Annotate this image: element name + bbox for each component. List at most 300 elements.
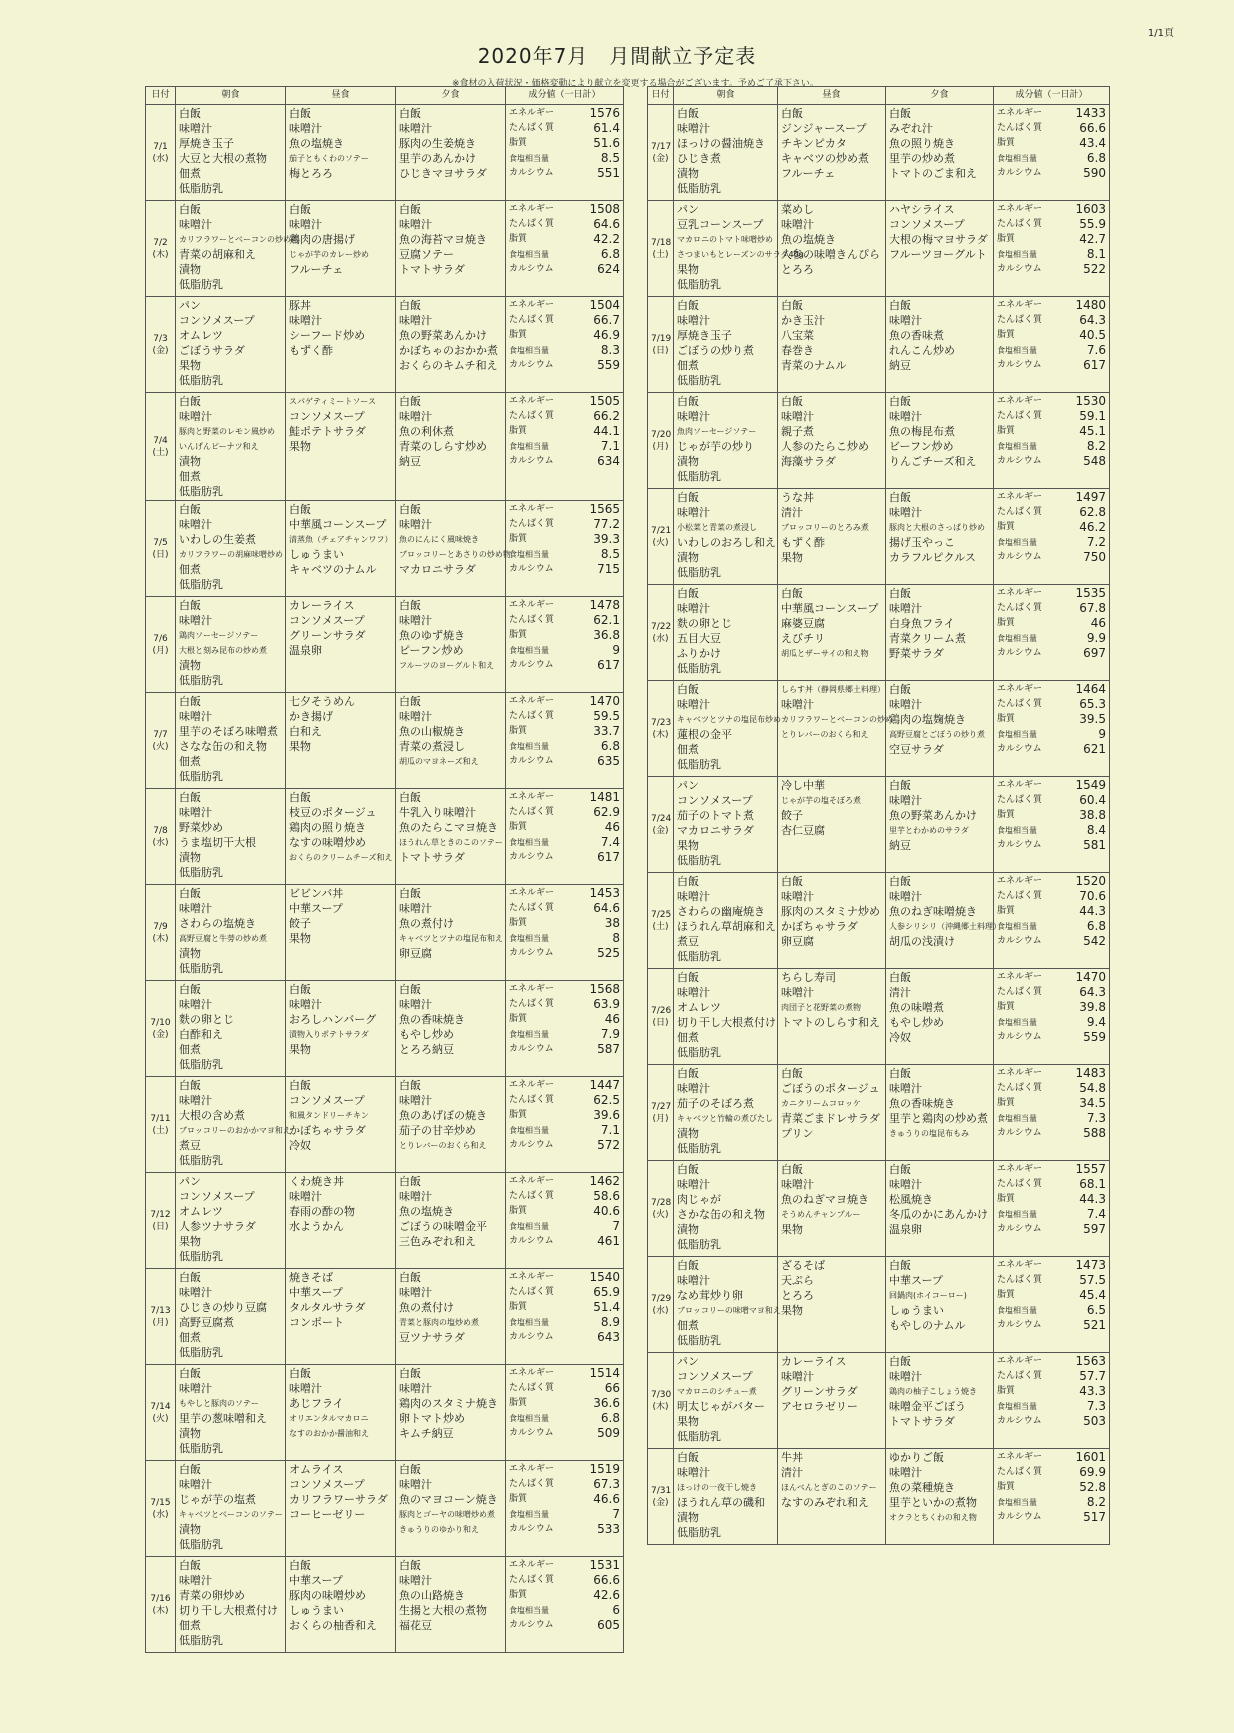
menu-item: 豚肉と野菜のレモン風炒め <box>179 427 275 436</box>
menu-item: 白飯 <box>677 299 699 312</box>
nutrient-row <box>509 232 620 247</box>
menu-item: 白飯 <box>889 107 911 120</box>
menu-item: 温泉卵 <box>889 1223 922 1236</box>
date-cell <box>648 105 674 201</box>
nutrient-row <box>997 985 1106 1000</box>
dinner-cell <box>396 105 506 201</box>
nutrient-label: カルシウム <box>509 1524 554 1534</box>
nutrient-row <box>509 886 620 901</box>
nutrient-value: 57.5 <box>1079 1273 1106 1287</box>
dinner-cell <box>886 1449 994 1545</box>
nutrient-value: 77.2 <box>593 517 620 531</box>
day-row <box>648 1065 1110 1161</box>
menu-item: 味噌汁 <box>399 1382 432 1395</box>
nutrient-row <box>509 850 620 865</box>
nutrient-row <box>997 727 1106 742</box>
date-cell <box>146 393 176 501</box>
menu-item: 白飯 <box>399 299 421 312</box>
nutrient-label: 脂質 <box>997 1002 1016 1012</box>
menu-item: ひじきマヨサラダ <box>399 167 487 180</box>
day-row <box>648 585 1110 681</box>
menu-item: 魚の味噌煮 <box>889 1001 944 1014</box>
nutrient-value: 503 <box>1083 1414 1106 1428</box>
nutrient-row <box>997 970 1106 985</box>
menu-item: 魚の煮付け <box>399 917 454 930</box>
dinner-cell <box>886 969 994 1065</box>
nutrient-value: 6.8 <box>1086 151 1106 165</box>
nutrient-value: 522 <box>1083 262 1106 276</box>
menu-item: パン <box>677 779 699 792</box>
menu-item: 人参のたらこ炒め <box>781 440 869 453</box>
menu-item: 梅とろろ <box>289 167 333 180</box>
nutrient-label: 脂質 <box>509 234 528 244</box>
nutrition-cell <box>994 969 1110 1065</box>
menu-item: スパゲティミートソース <box>289 397 376 406</box>
menu-item: 低脂肪乳 <box>179 485 223 498</box>
menu-item: 魚のねぎマヨ焼き <box>781 1193 869 1206</box>
nutrient-value: 1565 <box>589 502 620 516</box>
nutrient-value: 1549 <box>1075 778 1106 792</box>
menu-item: 白飯 <box>399 107 421 120</box>
menu-item: 味噌汁 <box>889 698 922 711</box>
date-text: 7/20 <box>651 429 672 440</box>
menu-item: もやし炒め <box>889 1016 944 1029</box>
nutrient-value: 6.5 <box>1086 1303 1106 1317</box>
nutrient-label: 脂質 <box>509 1494 528 1504</box>
menu-item: 味噌汁 <box>179 806 212 819</box>
day-row <box>648 681 1110 777</box>
breakfast-header: 朝食 <box>176 87 286 105</box>
date-cell <box>146 105 176 201</box>
nutrient-row <box>997 712 1106 727</box>
nutrient-label: カルシウム <box>509 660 554 670</box>
nutrient-label: 脂質 <box>509 630 528 640</box>
nutrition-cell <box>506 1173 624 1269</box>
nutrient-label: カルシウム <box>509 1428 554 1438</box>
header-row <box>648 87 1110 105</box>
nutrient-row <box>509 328 620 343</box>
date-text: 7/13 <box>150 1305 171 1316</box>
weekday-text: (日) <box>652 1017 669 1028</box>
nutrient-label: たんぱく質 <box>509 807 555 817</box>
nutrient-value: 533 <box>597 1522 620 1536</box>
day-row <box>648 105 1110 201</box>
menu-item: なすのみぞれ和え <box>781 1496 869 1509</box>
menu-item: 七夕そうめん <box>289 695 355 708</box>
menu-item: ちらし寿司 <box>781 971 836 984</box>
nutrient-row <box>509 1381 620 1396</box>
nutrient-row <box>509 1108 620 1123</box>
menu-item: 低脂肪乳 <box>179 674 223 687</box>
date-text: 7/6 <box>153 633 168 644</box>
menu-item: ひじきの炒り豆腐 <box>179 1301 267 1314</box>
menu-item: 味噌汁 <box>889 602 922 615</box>
nutrient-value: 64.3 <box>1079 313 1106 327</box>
nutrient-label: エネルギー <box>509 204 555 214</box>
menu-item: オムレツ <box>677 1001 721 1014</box>
menu-item: 味噌汁 <box>399 902 432 915</box>
nutrient-row <box>509 946 620 961</box>
menu-item: おくらの柚香和え <box>289 1619 377 1632</box>
nutrient-value: 7.1 <box>600 439 620 453</box>
nutrition-cell <box>506 789 624 885</box>
nutrient-label: 食塩相当量 <box>509 646 549 655</box>
nutrient-row <box>997 697 1106 712</box>
weekday-text: (金) <box>652 825 669 836</box>
date-cell <box>648 1161 674 1257</box>
nutrient-label: 脂質 <box>997 1386 1016 1396</box>
menu-item: 果物 <box>289 740 311 753</box>
lunch-cell <box>286 1269 396 1365</box>
nutrient-label: 食塩相当量 <box>509 1414 549 1423</box>
date-text: 7/9 <box>153 921 168 932</box>
nutrient-value: 590 <box>1083 166 1106 180</box>
menu-item: 佃煮 <box>179 755 201 768</box>
menu-item: キャベツと竹輪の煮びたし <box>677 1114 773 1123</box>
nutrient-label: たんぱく質 <box>997 699 1043 709</box>
day-row <box>648 201 1110 297</box>
menu-item: 白飯 <box>889 971 911 984</box>
nutrient-row <box>509 820 620 835</box>
menu-item: 白飯 <box>889 875 911 888</box>
menu-item: 味噌汁 <box>399 1094 432 1107</box>
menu-item: 白飯 <box>179 791 201 804</box>
menu-item: 白飯 <box>781 395 803 408</box>
day-row <box>146 789 624 885</box>
nutrient-value: 7.1 <box>600 1123 620 1137</box>
date-cell <box>648 297 674 393</box>
nutrient-row <box>509 1012 620 1027</box>
nutrient-value: 46.9 <box>593 328 620 342</box>
dinner-cell <box>886 1353 994 1449</box>
weekday-text: (土) <box>152 447 169 458</box>
nutrient-row <box>509 547 620 562</box>
nutrient-value: 46.2 <box>1079 520 1106 534</box>
dinner-cell <box>396 501 511 597</box>
nutrient-label: 食塩相当量 <box>509 1510 549 1519</box>
menu-item: 空豆サラダ <box>889 743 944 756</box>
breakfast-cell <box>176 297 286 393</box>
menu-item: 白飯 <box>399 203 421 216</box>
nutrient-label: 食塩相当量 <box>997 1306 1037 1315</box>
date-cell <box>146 501 176 597</box>
menu-item: カニクリームコロッケ <box>781 1099 861 1108</box>
weekday-text: (月) <box>152 645 169 656</box>
menu-item: 茄子のトマト煮 <box>677 809 754 822</box>
lunch-cell <box>286 1461 396 1557</box>
nutrient-label: エネルギー <box>997 1452 1043 1462</box>
menu-item: 白身魚フライ <box>889 617 955 630</box>
date-cell <box>146 201 176 297</box>
nutrient-row <box>509 1027 620 1042</box>
menu-item: 味噌汁 <box>289 122 322 135</box>
nutrient-label: 食塩相当量 <box>997 538 1037 547</box>
menu-item: 白飯 <box>889 1163 911 1176</box>
nutrition-cell <box>506 981 624 1077</box>
nutrient-value: 7.6 <box>1086 343 1106 357</box>
menu-item: 菜めし <box>781 203 814 216</box>
nutrient-row <box>997 808 1106 823</box>
nutrient-label: エネルギー <box>509 696 555 706</box>
nutrient-value: 67.3 <box>593 1477 620 1491</box>
nutrient-row <box>509 1138 620 1153</box>
nutrient-value: 46.6 <box>593 1492 620 1506</box>
menu-item: 白飯 <box>179 395 201 408</box>
nutrient-row <box>509 628 620 643</box>
menu-item: 白飯 <box>399 887 421 900</box>
nutrient-value: 59.5 <box>593 709 620 723</box>
lunch-cell <box>778 681 893 777</box>
menu-item: 味噌汁 <box>677 314 710 327</box>
menu-item: 胡瓜の浅漬け <box>889 935 955 948</box>
menu-item: 低脂肪乳 <box>179 1538 223 1551</box>
menu-item: とろろ納豆 <box>399 1043 454 1056</box>
nutrient-label: 脂質 <box>997 234 1016 244</box>
nutrient-row <box>509 313 620 328</box>
menu-item: 魚の塩焼き <box>399 1205 454 1218</box>
lunch-cell <box>778 201 886 297</box>
menu-item: 漬物 <box>179 263 201 276</box>
menu-item: 低脂肪乳 <box>179 278 223 291</box>
lunch-cell <box>778 873 886 969</box>
nutrient-value: 65.3 <box>1079 697 1106 711</box>
nutrient-value: 52.8 <box>1079 1480 1106 1494</box>
nutrient-row <box>509 805 620 820</box>
menu-item: 味噌汁 <box>677 410 710 423</box>
menu-item: 果物 <box>677 839 699 852</box>
nutrient-row <box>997 904 1106 919</box>
breakfast-cell <box>176 1173 286 1269</box>
nutrient-value: 597 <box>1083 1222 1106 1236</box>
menu-item: パン <box>677 203 699 216</box>
breakfast-cell <box>176 1557 286 1653</box>
nutrient-label: 食塩相当量 <box>509 550 549 559</box>
menu-item: キャベツのナムル <box>289 563 377 576</box>
menu-item: マカロニサラダ <box>677 824 754 837</box>
menu-item: コンソメスープ <box>179 314 255 327</box>
nutrient-label: 食塩相当量 <box>509 154 549 163</box>
menu-item: 低脂肪乳 <box>677 566 721 579</box>
menu-item: 魚の照り焼き <box>889 137 955 150</box>
nutrient-label: たんぱく質 <box>509 411 555 421</box>
nutrient-label: カルシウム <box>997 168 1042 178</box>
nutrient-label: エネルギー <box>997 492 1043 502</box>
menu-item: なすのおかか醤油和え <box>289 1429 369 1438</box>
menu-item: コンポート <box>289 1316 344 1329</box>
menu-item: 味噌汁 <box>289 1190 322 1203</box>
nutrient-value: 7.3 <box>1086 1399 1106 1413</box>
nutrition-cell <box>506 1269 624 1365</box>
nutrient-value: 8.4 <box>1086 823 1106 837</box>
nutrition-cell <box>994 1353 1110 1449</box>
dinner-cell <box>396 1269 506 1365</box>
day-row <box>146 1077 624 1173</box>
nutrient-row <box>509 1300 620 1315</box>
nutrient-value: 43.4 <box>1079 136 1106 150</box>
menu-item: ジンジャースープ <box>781 122 867 135</box>
nutrient-row <box>509 1123 620 1138</box>
menu-item: カレーライス <box>781 1355 847 1368</box>
nutrient-value: 60.4 <box>1079 793 1106 807</box>
nutrient-row <box>509 901 620 916</box>
menu-item: ふりかけ <box>677 647 721 660</box>
nutrition-cell <box>994 489 1110 585</box>
nutrient-value: 542 <box>1083 934 1106 948</box>
menu-item: じゃが芋の炒り <box>677 440 754 453</box>
menu-item: ひじき煮 <box>677 152 721 165</box>
nutrient-value: 51.4 <box>593 1300 620 1314</box>
nutrient-value: 39.6 <box>593 1108 620 1122</box>
nutrient-label: 脂質 <box>997 810 1016 820</box>
menu-item: 白飯 <box>289 983 311 996</box>
menu-item: コンソメスープ <box>889 218 965 231</box>
menu-item: さわらの幽庵焼き <box>677 905 765 918</box>
nutrient-row <box>509 1189 620 1204</box>
breakfast-cell <box>674 1257 781 1353</box>
nutrient-label: 食塩相当量 <box>509 1030 549 1039</box>
menu-item: 味噌汁 <box>781 218 814 231</box>
menu-item: 魚の塩焼き <box>781 233 836 246</box>
menu-item: 青菜のしらす炒め <box>399 440 487 453</box>
nutrient-row <box>509 931 620 946</box>
menu-item: 魚のたらこマヨ焼き <box>399 821 498 834</box>
nutrient-row <box>509 298 620 313</box>
nutrient-label: 脂質 <box>997 1482 1016 1492</box>
nutrient-row <box>997 1096 1106 1111</box>
nutrient-value: 1453 <box>589 886 620 900</box>
date-text: 7/15 <box>150 1497 171 1508</box>
menu-item: 里芋といかの煮物 <box>889 1496 977 1509</box>
nutrient-value: 70.6 <box>1079 889 1106 903</box>
menu-item: 白飯 <box>781 299 803 312</box>
menu-item: 白飯 <box>889 299 911 312</box>
breakfast-cell <box>674 1449 778 1545</box>
menu-item: コーヒーゼリー <box>289 1508 366 1521</box>
menu-item: 白飯 <box>677 1163 699 1176</box>
menu-item: コンソメスープ <box>289 1094 365 1107</box>
menu-item: 白飯 <box>399 791 421 804</box>
breakfast-cell <box>176 693 286 789</box>
lunch-header: 昼食 <box>778 87 886 105</box>
menu-item: 白飯 <box>179 503 201 516</box>
menu-item: 白飯 <box>677 1451 699 1464</box>
nutrient-label: たんぱく質 <box>997 603 1043 613</box>
date-cell <box>648 585 674 681</box>
weekday-text: (月) <box>152 1317 169 1328</box>
menu-item: 低脂肪乳 <box>677 1334 721 1347</box>
nutrient-row <box>509 1507 620 1522</box>
nutrient-value: 1520 <box>1075 874 1106 888</box>
nutrient-row <box>509 598 620 613</box>
nutrient-row <box>509 166 620 181</box>
menu-item: とりレバーのおくら和え <box>781 730 869 739</box>
nutrient-value: 1462 <box>589 1174 620 1188</box>
nutrition-cell <box>994 393 1110 489</box>
menu-item: 低脂肪乳 <box>677 278 721 291</box>
dinner-cell <box>886 1065 994 1161</box>
nutrient-label: 食塩相当量 <box>509 442 549 451</box>
nutrient-value: 65.9 <box>593 1285 620 1299</box>
nutrient-value: 8.5 <box>600 547 620 561</box>
menu-item: 白飯 <box>399 599 421 612</box>
menu-item: 小松菜と青菜の煮浸し <box>677 523 757 532</box>
menu-item: 味噌汁 <box>179 1094 212 1107</box>
menu-item: 佃煮 <box>179 1331 201 1344</box>
date-cell <box>648 201 674 297</box>
nutrient-label: カルシウム <box>997 936 1042 946</box>
breakfast-cell <box>176 981 286 1077</box>
nutrient-row <box>997 1510 1106 1525</box>
menu-item: 青菜クリーム煮 <box>889 632 966 645</box>
menu-item: アセロラゼリー <box>781 1400 858 1413</box>
menu-item: 胡瓜とザーサイの和え物 <box>781 649 869 658</box>
nutrient-value: 42.2 <box>593 232 620 246</box>
menu-item: 豆腐ソテー <box>399 248 454 261</box>
nutrient-label: エネルギー <box>997 684 1043 694</box>
menu-item: 白飯 <box>677 395 699 408</box>
menu-item: 魚のにんにく風味焼き <box>399 535 479 544</box>
menu-item: コンソメスープ <box>677 794 753 807</box>
nutrient-value: 62.5 <box>593 1093 620 1107</box>
menu-item: 白飯 <box>179 1271 201 1284</box>
nutrient-row <box>509 1522 620 1537</box>
nutrient-value: 8.3 <box>600 343 620 357</box>
nutrient-label: カルシウム <box>509 264 554 274</box>
menu-item: 白飯 <box>677 875 699 888</box>
menu-item: りんごチーズ和え <box>889 455 977 468</box>
menu-item: 味噌汁 <box>289 1382 322 1395</box>
menu-item: 白飯 <box>179 1079 201 1092</box>
nutrient-label: 食塩相当量 <box>509 838 549 847</box>
nutrient-row <box>997 151 1106 166</box>
nutrient-label: エネルギー <box>997 108 1043 118</box>
menu-item: 味噌汁 <box>677 1466 710 1479</box>
nutrient-row <box>509 1330 620 1345</box>
nutrient-label: カルシウム <box>997 1512 1042 1522</box>
nutrient-row <box>509 262 620 277</box>
nutrient-value: 46 <box>604 1012 620 1026</box>
nutrient-row <box>997 394 1106 409</box>
menu-item: 白飯 <box>889 1355 911 1368</box>
nutrient-label: 食塩相当量 <box>997 922 1037 931</box>
menu-item: 卵トマト炒め <box>399 1412 465 1425</box>
menu-item: 味噌汁 <box>781 698 814 711</box>
nutrient-label: 脂質 <box>509 138 528 148</box>
menu-item: しゅうまい <box>289 548 344 561</box>
nutrient-row <box>997 1414 1106 1429</box>
lunch-cell <box>286 297 396 393</box>
breakfast-cell <box>176 201 299 297</box>
weekday-text: (木) <box>152 1605 169 1616</box>
date-text: 7/12 <box>150 1209 171 1220</box>
nutrient-label: 食塩相当量 <box>997 730 1037 739</box>
nutrient-row <box>509 694 620 709</box>
menu-item: 白飯 <box>399 503 421 516</box>
menu-item: 冷奴 <box>889 1031 911 1044</box>
menu-item: 清汁 <box>889 986 911 999</box>
menu-item: 果物 <box>677 263 699 276</box>
menu-item: オクラとちくわの和え物 <box>889 1513 977 1522</box>
nutrient-label: 食塩相当量 <box>997 1210 1037 1219</box>
menu-item: 白飯 <box>889 1259 911 1272</box>
menu-item: 味噌汁 <box>399 1478 432 1491</box>
menu-item: 佃煮 <box>677 359 699 372</box>
menu-item: ブロッコリーのおかかマヨ和え <box>179 1126 291 1135</box>
nutrition-cell <box>506 201 624 297</box>
menu-item: さかな缶の和え物 <box>677 1208 765 1221</box>
nutrient-row <box>509 1174 620 1189</box>
lunch-cell <box>778 777 886 873</box>
